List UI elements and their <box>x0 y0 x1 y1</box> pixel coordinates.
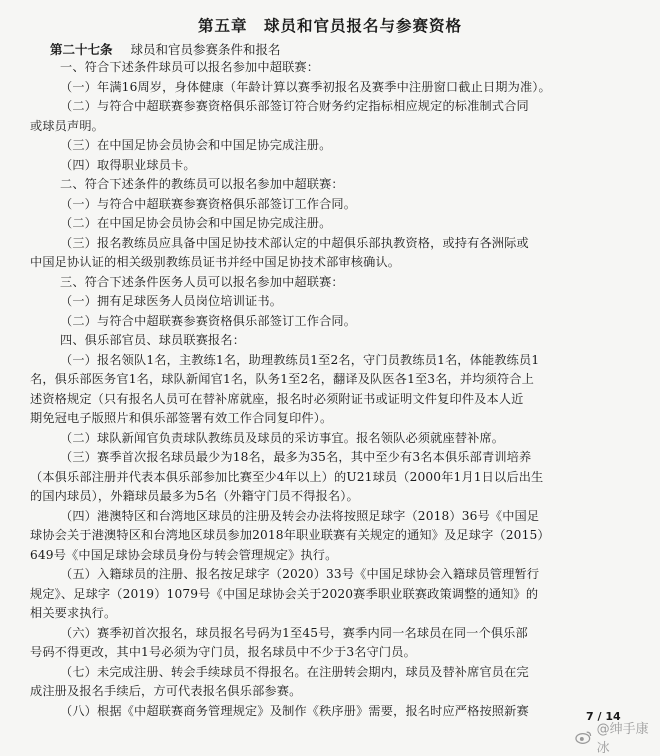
text-line: （八）根据《中超联赛商务管理规定》及制作《秩序册》需要，报名时应严格按照新赛 <box>60 703 529 718</box>
text-line: 名，俱乐部医务官1名，球队新闻官1名，队务1至2名，翻译及队医各1至3名，并均须符合上 <box>30 372 534 386</box>
text-line: 中国足协认证的相关级别教练员证书并经中国足协技术部审核确认。 <box>30 255 401 269</box>
text-line: （四）港澳特区和台湾地区球员的注册及转会办法将按照足球字（2018）36号《中国足 <box>60 508 540 523</box>
text-line: （六）赛季初首次报名，球员报名号码为1至45号，赛季内同一名球员在同一个俱乐部 <box>60 625 528 640</box>
watermark-text: @绅手康冰 <box>596 722 649 756</box>
text-line: 号码不得更改，其中1号必须为守门员，报名球员中不少于3名守门员。 <box>30 645 416 659</box>
text-line: （一）与符合中超联赛参赛资格俱乐部签订工作合同。 <box>60 196 357 211</box>
text-line: 球协会关于港澳特区和台湾地区球员参加2018年职业联赛有关规定的通知》及足球字（2015） <box>30 528 550 542</box>
text-line: （二）与符合中超联赛参赛资格俱乐部签订符合财务约定指标相应规定的标准制式合同 <box>60 99 529 113</box>
text-line: 649号《中国足球协会球员身份与转会管理规定》执行。 <box>30 547 338 562</box>
weibo-icon <box>575 730 593 744</box>
text-line: （三）在中国足协会员协会和中国足协完成注册。 <box>60 138 332 152</box>
chapter-title: 第五章 球员和官员报名与参赛资格 <box>197 17 462 35</box>
text-line: （二）与符合中超联赛参赛资格俱乐部签订工作合同。 <box>60 313 357 328</box>
text-line: 一、符合下述条件球员可以报名参加中超联赛： <box>60 60 320 74</box>
text-line: 或球员声明。 <box>30 118 105 133</box>
text-line: （一）报名领队1名，主教练1名，助理教练员1至2名，守门员教练员1名，体能教练员1 <box>60 352 540 367</box>
text-line: （一）拥有足球医务人员岗位培训证书。 <box>60 294 283 308</box>
text-line: 规定》、足球字（2019）1079号《中国足球协会关于2020赛季职业联赛政策调整的通知》的 <box>30 586 539 601</box>
article-number: 第二十七条 <box>50 42 113 57</box>
text-line: （本俱乐部注册并代表本俱乐部参加比赛至少4年以上）的U21球员（2000年1月1日以后出生 <box>30 469 544 484</box>
text-line: （四）取得职业球员卡。 <box>60 157 196 172</box>
text-line: 三、符合下述条件医务人员可以报名参加中超联赛： <box>60 274 344 289</box>
article-title: 球员和官员参赛条件和报名 <box>130 42 281 57</box>
text-line: 四、俱乐部官员、球员联赛报名： <box>60 333 246 347</box>
text-line: （三）赛季首次报名球员最少为18名，最多为35名，其中至少有3名本俱乐部青训培养 <box>60 450 532 464</box>
text-line: 期免冠电子版照片和俱乐部签署有效工作合同复印件）。 <box>30 411 333 425</box>
text-line: （五）入籍球员的注册、报名按足球字（2020）33号《中国足球协会入籍球员管理暂行 <box>60 567 540 581</box>
text-line: 二、符合下述条件的教练员可以报名参加中超联赛： <box>60 177 344 191</box>
text-line: （一）年满16周岁，身体健康（年龄计算以赛季初报名及赛季中注册窗口截止日期为准）。 <box>60 79 551 94</box>
text-line: 相关要求执行。 <box>30 606 117 620</box>
text-line: （七）未完成注册、转会手续球员不得报名。在注册转会期内，球员及替补席官员在完 <box>60 664 529 679</box>
text-line: 成注册及报名手续后，方可代表报名俱乐部参赛。 <box>30 684 302 698</box>
text-line: 的国内球员），外籍球员最多为5名（外籍守门员不得报名）。 <box>30 489 359 503</box>
article-heading <box>50 40 281 58</box>
text-line: 述资格规定（只有报名人员可在替补席就座，报名时必须附证书或证明文件复印件及本人近 <box>30 391 524 406</box>
text-line: （三）报名教练员应具备中国足协技术部认定的中超俱乐部执教资格，或持有各洲际或 <box>60 235 529 250</box>
text-line: （二）球队新闻官负责球队教练员及球员的采访事宜。报名领队必须就座替补席。 <box>60 430 505 445</box>
page-number: 7 / 14 <box>586 710 621 723</box>
text-line: （二）在中国足协会员协会和中国足协完成注册。 <box>60 216 332 230</box>
watermark <box>575 718 660 756</box>
